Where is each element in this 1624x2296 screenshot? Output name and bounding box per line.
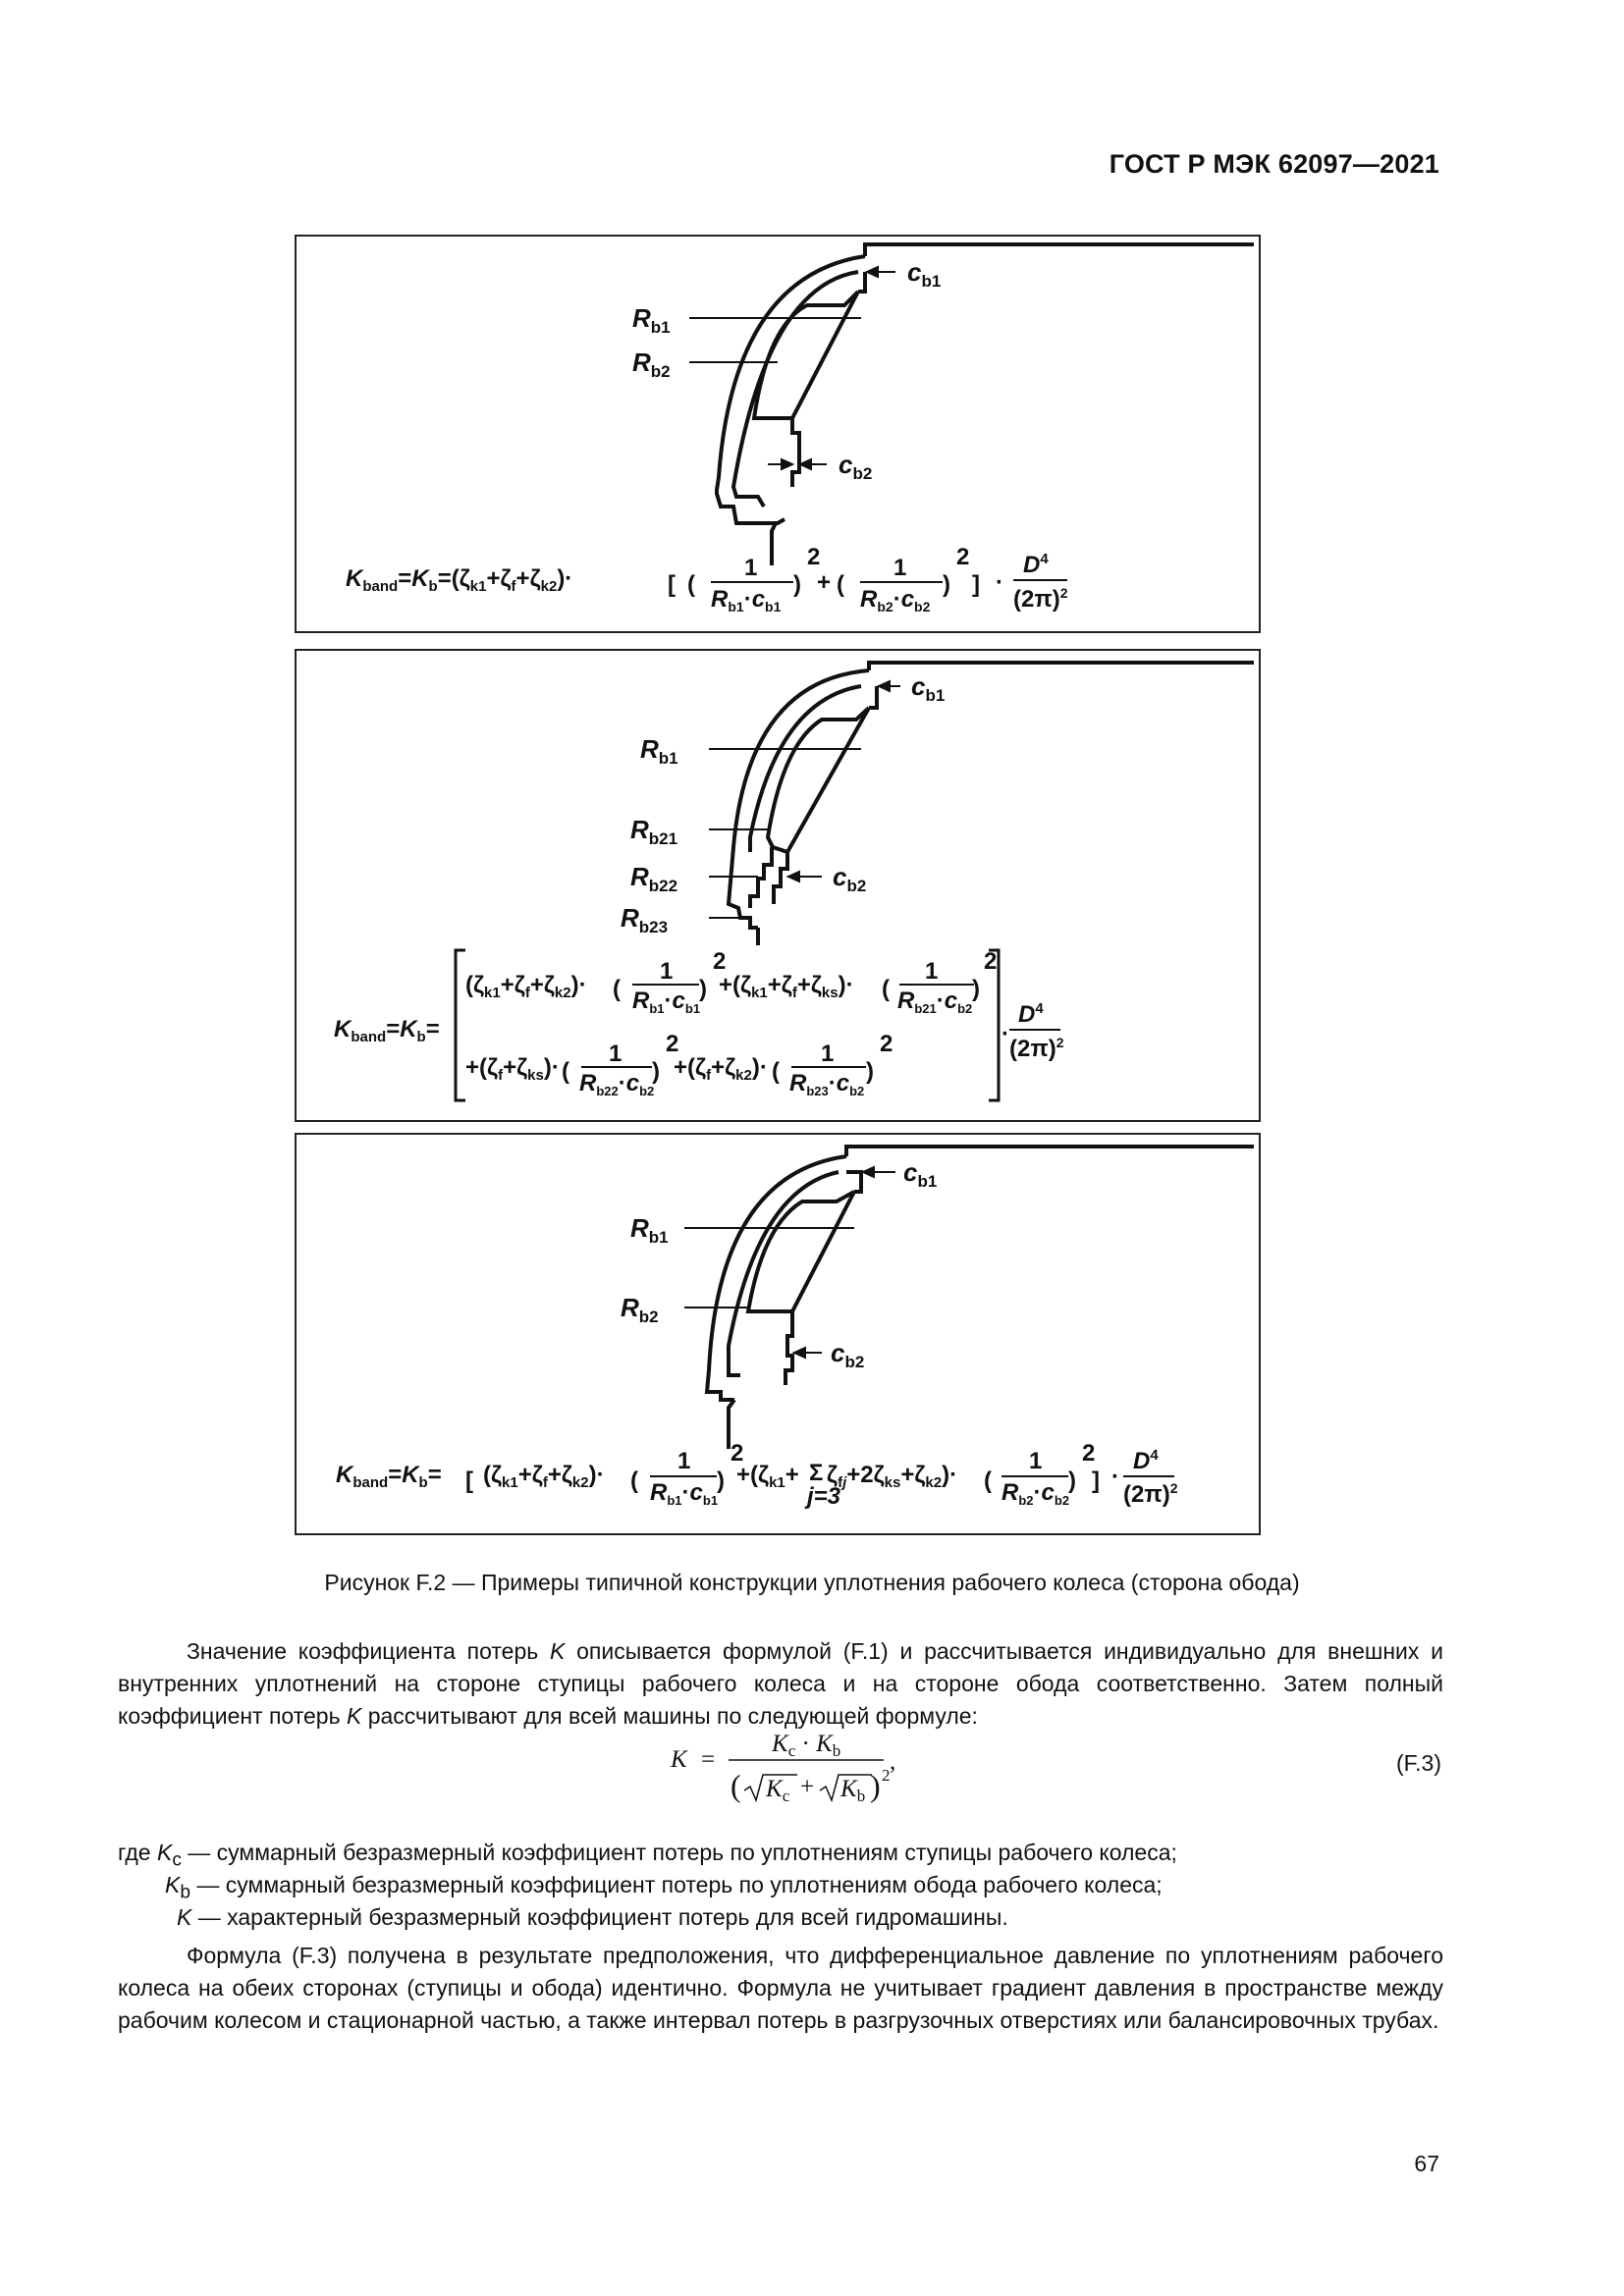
equation-f3-svg bbox=[0, 1720, 1624, 1818]
fig1-formula bbox=[346, 544, 1068, 614]
svg-text:1: 1 bbox=[609, 1041, 623, 1067]
fig2-blade-line bbox=[768, 708, 869, 852]
svg-text:,: , bbox=[890, 1748, 896, 1775]
equation-f3 bbox=[0, 1720, 1624, 1818]
svg-text:+(ζk1+: $+(\zeta_{k1}+$ bbox=[736, 1462, 799, 1491]
svg-text:(ζk1+ζf+ζk2)·: $(\zeta_{k1}+\zeta_f+\zeta_{k2})\cdot$ bbox=[483, 1462, 605, 1491]
svg-text:): ) bbox=[866, 1058, 874, 1085]
svg-text:): ) bbox=[1068, 1468, 1076, 1494]
fig1-label-cb1: $c_{b1}$ bbox=[907, 257, 942, 291]
fig1-cb1-arrow bbox=[867, 267, 878, 277]
svg-text:2: 2 bbox=[807, 544, 821, 570]
fig1-label-cb2: $c_{b2}$ bbox=[839, 450, 873, 483]
svg-text:+(ζk1+ζf+ζks)·: $+(\zeta_{k1}+\zeta_f+\zeta_{ks})\cdot$ bbox=[719, 972, 854, 1001]
svg-text:): ) bbox=[793, 571, 801, 598]
fig1-label-rb2: $R_{b2}$ bbox=[632, 347, 671, 381]
svg-text:Rb1·cb1: $R_{b1}\cdot c_{b1}$ bbox=[711, 586, 782, 614]
svg-text:Rb1·cb1: $R_{b1}\cdot c_{b1}$ bbox=[632, 988, 701, 1016]
fig2-label-cb1: $c_{b1}$ bbox=[911, 671, 946, 705]
svg-text:(: ( bbox=[562, 1058, 569, 1085]
svg-text:ζfj+2ζks+ζk2)·: $\zeta_{fj}+2\zeta_{ks}+\zeta_{k2})\cdot$ bbox=[827, 1462, 958, 1491]
svg-text:2: 2 bbox=[956, 544, 970, 570]
figure-3-box bbox=[295, 1133, 1261, 1535]
svg-text:): ) bbox=[870, 1768, 881, 1803]
svg-text:Rb2·cb2: $R_{b2}\cdot c_{b2}$ bbox=[860, 586, 931, 614]
svg-text:): ) bbox=[699, 976, 707, 1002]
svg-text:(: ( bbox=[630, 1468, 638, 1494]
paragraph-1: Значение коэффициента потерь K описывается формулой (F.1) и рассчитывается индивидуально для внешних и внутренних уплотнений на стороне ступицы рабочего колеса и на стороне обода соответственно. Затем полный коэффициент потерь K рассчитывают для всей машины по следующей формуле: bbox=[118, 1638, 1443, 1729]
fig3-lower-seal bbox=[785, 1311, 792, 1385]
fig1-shroud-top bbox=[865, 244, 1254, 256]
svg-text:(: ( bbox=[772, 1058, 780, 1085]
svg-text:[: [ bbox=[465, 1468, 473, 1494]
svg-text:Kb: $K_b$ bbox=[840, 1776, 866, 1805]
page-number: 67 bbox=[1414, 2151, 1439, 2176]
svg-text:j=3: j=3 bbox=[807, 1483, 841, 1510]
fig1-cb2-arrow bbox=[800, 459, 811, 469]
definition-kc: где $K_c$ — суммарный безразмерный коэффициент потерь по уплотнениям ступицы рабочего колеса; bbox=[118, 1840, 1177, 1871]
svg-text:2: 2 bbox=[984, 948, 998, 975]
svg-text:Σ: Σ bbox=[809, 1460, 824, 1486]
fig3-label-rb2: $R_{b2}$ bbox=[621, 1293, 659, 1326]
fig2-label-rb22: $R_{b22}$ bbox=[630, 862, 678, 895]
svg-text:(: ( bbox=[613, 976, 621, 1002]
svg-text:D4: $D^4$ bbox=[1023, 551, 1049, 578]
svg-text:·: · bbox=[1111, 1464, 1119, 1490]
fig1-seal-step bbox=[858, 272, 865, 292]
fig2-label-rb1: $R_{b1}$ bbox=[640, 734, 678, 768]
figure-2-box bbox=[295, 649, 1261, 1122]
paragraph-2: Формула (F.3) получена в результате предположения, что дифференциальное давление по уплотнениям рабочего колеса на обеих сторонах (ступицы и обода) идентично. Формула не учитывает градиент давления в пространстве между рабочим колесом и стационарной частью, а также интервал потерь в разгрузочных отверстиях или балансировочных трубах. bbox=[118, 1943, 1443, 2033]
svg-text:(2π)2: $(2\pi)^2$ bbox=[1123, 1480, 1178, 1508]
svg-text:1: 1 bbox=[660, 958, 674, 985]
svg-text:+: + bbox=[800, 1774, 815, 1800]
svg-text:(: ( bbox=[687, 571, 695, 598]
svg-text:·: · bbox=[996, 569, 1003, 596]
svg-text:): ) bbox=[972, 976, 980, 1002]
svg-text:Rb23·cb2: $R_{b23}\cdot c_{b2}$ bbox=[789, 1070, 865, 1098]
fig2-formula bbox=[334, 948, 1064, 1100]
svg-text:(ζk1+ζf+ζk2)·: $(\zeta_{k1}+\zeta_f+\zeta_{k2})\cdot$ bbox=[465, 972, 587, 1001]
svg-text:2: 2 bbox=[713, 948, 727, 975]
fig2-shroud-top bbox=[869, 663, 1254, 670]
figure-caption: Рисунок F.2 — Примеры типичной конструкции уплотнения рабочего колеса (сторона обода) bbox=[324, 1570, 1300, 1595]
fig1-lower-seal bbox=[792, 418, 799, 487]
svg-text:+: + bbox=[817, 569, 832, 596]
figure-3-svg bbox=[297, 1135, 1259, 1533]
svg-text:(2π)2: $(2\pi)^2$ bbox=[1009, 1035, 1064, 1062]
svg-text:1: 1 bbox=[821, 1041, 835, 1067]
svg-text:Rb22·cb2: $R_{b22}\cdot c_{b2}$ bbox=[579, 1070, 655, 1098]
svg-text:·: · bbox=[1001, 1021, 1009, 1047]
fig3-label-cb1: $c_{b1}$ bbox=[903, 1157, 938, 1191]
svg-text:1: 1 bbox=[925, 958, 939, 985]
fig3-blade-line bbox=[748, 1192, 854, 1311]
svg-text:Rb1·cb1: $R_{b1}\cdot c_{b1}$ bbox=[650, 1479, 719, 1508]
svg-text:Rb21·cb2: $R_{b21}\cdot c_{b2}$ bbox=[897, 988, 973, 1016]
svg-text:2: 2 bbox=[1082, 1440, 1096, 1467]
svg-text:Kband=Kb=: $K_{band}=K_b=$ bbox=[336, 1462, 442, 1491]
figure-1-box bbox=[295, 235, 1261, 633]
svg-text:(: ( bbox=[837, 571, 844, 598]
definition-k: K — характерный безразмерный коэффициент потерь для всей гидромашины. bbox=[177, 1904, 1008, 1930]
svg-text:(: ( bbox=[984, 1468, 992, 1494]
svg-text:(2π)2: $(2\pi)^2$ bbox=[1013, 585, 1068, 613]
svg-text:+(ζf+ζks)·: $+(\zeta_f+\zeta_{ks})\cdot$ bbox=[465, 1054, 560, 1084]
svg-text:Kc: $K_c$ bbox=[766, 1776, 790, 1805]
definition-kb: $K_b$ — суммарный безразмерный коэффициент потерь по уплотнениям обода рабочего колеса; bbox=[165, 1872, 1163, 1903]
fig2-label-rb21: $R_{b21}$ bbox=[630, 815, 678, 848]
fig2-stepped-seal-inner bbox=[774, 852, 787, 904]
fig1-bottom-wall bbox=[772, 523, 776, 565]
svg-text:+(ζf+ζk2)·: $+(\zeta_f+\zeta_{k2})\cdot$ bbox=[674, 1054, 768, 1084]
svg-text:): ) bbox=[652, 1058, 660, 1085]
svg-text:2: 2 bbox=[666, 1031, 679, 1057]
symbol-k: K bbox=[346, 1703, 362, 1729]
svg-text:(: ( bbox=[882, 976, 890, 1002]
fig3-formula bbox=[336, 1440, 1178, 1510]
svg-text:Kband=Kb=: $K_{band}=K_b=$ bbox=[334, 1016, 440, 1045]
fig3-seal-step bbox=[846, 1172, 861, 1192]
svg-text:]: ] bbox=[1092, 1468, 1100, 1494]
fig2-inner-contour bbox=[750, 686, 861, 852]
svg-text:2: 2 bbox=[731, 1440, 744, 1467]
svg-text:K: K bbox=[671, 1746, 687, 1773]
svg-text:(: ( bbox=[731, 1768, 741, 1803]
figure-1-svg bbox=[297, 237, 1259, 631]
svg-text:1: 1 bbox=[744, 555, 758, 581]
svg-text:1: 1 bbox=[893, 555, 907, 581]
document-header: ГОСТ Р МЭК 62097—2021 bbox=[1109, 149, 1439, 179]
svg-text:2: 2 bbox=[880, 1031, 893, 1057]
fig3-label-cb2: $c_{b2}$ bbox=[831, 1338, 865, 1371]
svg-text:Kc · Kb: $K_c \cdot K_b$ bbox=[772, 1731, 841, 1760]
svg-text:): ) bbox=[943, 571, 950, 598]
svg-text:]: ] bbox=[972, 571, 980, 598]
fig2-seal-step bbox=[869, 686, 877, 708]
svg-text:1: 1 bbox=[677, 1448, 691, 1474]
fig1-label-rb1: $R_{b1}$ bbox=[632, 303, 671, 337]
fig3-label-rb1: $R_{b1}$ bbox=[630, 1213, 669, 1247]
svg-text:Kband=Kb=(ζk1+ζf+ζk2)·: $K_{band}=K_b=(\zeta_{k1}+\zeta_f+\zeta_{k2})\cdot$ bbox=[346, 565, 573, 595]
svg-text:2: 2 bbox=[882, 1766, 891, 1785]
fig3-shroud-top bbox=[846, 1147, 1254, 1156]
equation-number: (F.3) bbox=[1396, 1750, 1441, 1776]
svg-text:D4: $D^4$ bbox=[1018, 1000, 1044, 1028]
fig2-label-rb23: $R_{b23}$ bbox=[621, 903, 669, 936]
svg-text:D4: $D^4$ bbox=[1133, 1447, 1159, 1474]
svg-text:Rb2·cb2: $R_{b2}\cdot c_{b2}$ bbox=[1001, 1479, 1070, 1508]
svg-text:1: 1 bbox=[1029, 1448, 1043, 1474]
svg-text:): ) bbox=[717, 1468, 725, 1494]
fig2-label-cb2: $c_{b2}$ bbox=[833, 862, 867, 895]
figure-2-svg bbox=[297, 651, 1259, 1120]
symbol-k: K bbox=[550, 1638, 566, 1664]
svg-text:[: [ bbox=[668, 571, 676, 598]
svg-text:=: = bbox=[701, 1746, 716, 1773]
